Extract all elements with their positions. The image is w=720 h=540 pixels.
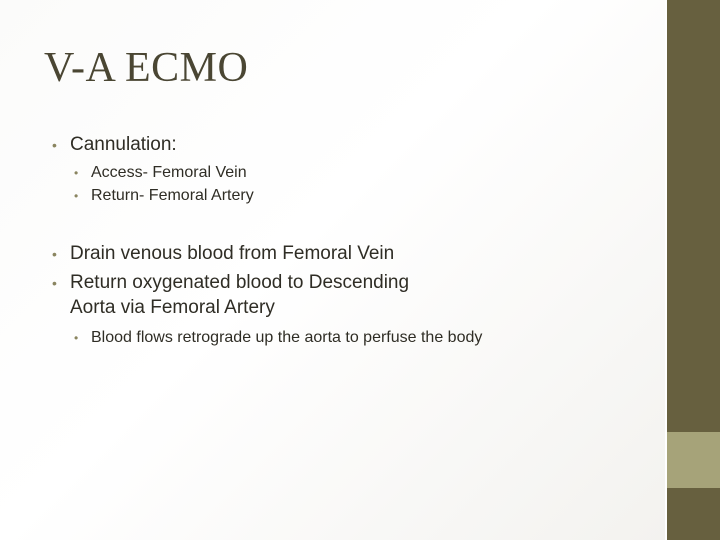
list-item-access — [74, 161, 532, 184]
decorative-sidebar — [665, 0, 720, 540]
list-item-text: Return oxygenated blood to Descending Aorta via Femoral Artery — [70, 272, 410, 318]
list-item-cannulation — [52, 132, 532, 157]
list-item-text: Cannulation: — [70, 134, 177, 155]
list-item-drain — [52, 241, 532, 266]
list-item-retrograde — [74, 326, 491, 349]
sidebar-band-accent — [665, 432, 720, 488]
list-item-text: Drain venous blood from Femoral Vein — [70, 243, 395, 264]
list-item-text: Blood flows retrograde up the aorta to perfuse the body — [91, 329, 483, 346]
bullet-icon: • — [52, 275, 57, 291]
bullet-icon: • — [74, 331, 79, 345]
list-item-text: Return- Femoral Artery — [91, 187, 254, 204]
list-item-text: Access- Femoral Vein — [91, 164, 247, 181]
bullet-icon: • — [52, 246, 57, 262]
bullet-icon: • — [74, 166, 79, 180]
sidebar-band-top — [665, 0, 720, 432]
list-item-return — [74, 184, 532, 207]
slide-title: V-A ECMO — [44, 45, 249, 91]
bullet-icon: • — [52, 137, 57, 153]
list-item-return-oxygenated — [52, 270, 450, 320]
bullet-icon: • — [74, 189, 79, 203]
slide-content — [52, 132, 532, 349]
sidebar-band-bottom — [665, 488, 720, 540]
sidebar-divider — [665, 0, 667, 540]
